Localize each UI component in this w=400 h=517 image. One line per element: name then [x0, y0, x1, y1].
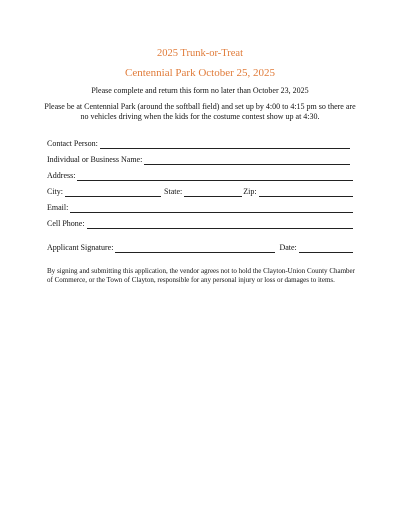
setup-instruction: Please be at Centennial Park (around the softball field) and set up by 4:00 to 4:15 pm so there are no vehicles driving when the kids for the costume contest show up at 4:30.: [44, 102, 356, 121]
signature-row: [47, 241, 353, 253]
date-label: Date:: [279, 243, 297, 252]
form-title: 2025 Trunk-or-Treat: [156, 48, 244, 59]
signature-label: Applicant Signature:: [47, 243, 114, 252]
address-row: [47, 169, 353, 181]
state-label: State:: [164, 187, 183, 196]
email-field[interactable]: [70, 204, 353, 213]
cell-phone-field[interactable]: [87, 220, 353, 229]
cell-phone-row: [47, 217, 353, 229]
city-label: City:: [47, 187, 64, 196]
state-field[interactable]: [184, 188, 242, 197]
business-name-label: Individual or Business Name:: [47, 155, 143, 164]
vendor-disclaimer: By signing and submitting this application, the vendor agrees not to hold the Clayton-Union County Chamber of Commerce, or the Town of Clayton, responsible for any personal injury or loss or damages to items.: [47, 267, 355, 284]
form-subtitle: Centennial Park October 25, 2025: [125, 67, 275, 79]
address-label: Address:: [47, 171, 76, 180]
contact-person-row: [47, 137, 350, 149]
contact-person-label: Contact Person:: [47, 139, 98, 148]
date-field[interactable]: [299, 244, 353, 253]
contact-person-field[interactable]: [100, 140, 350, 149]
email-label: Email:: [47, 203, 69, 212]
signature-field[interactable]: [115, 244, 275, 253]
cell-phone-label: Cell Phone:: [47, 219, 85, 228]
email-row: [47, 201, 353, 213]
deadline-instruction: Please complete and return this form no later than October 23, 2025: [91, 86, 309, 95]
business-name-row: [47, 153, 350, 165]
address-field[interactable]: [77, 172, 353, 181]
zip-field[interactable]: [259, 188, 353, 197]
city-state-zip-row: [47, 185, 353, 197]
zip-label: Zip:: [243, 187, 257, 196]
city-field[interactable]: [65, 188, 161, 197]
business-name-field[interactable]: [144, 156, 350, 165]
